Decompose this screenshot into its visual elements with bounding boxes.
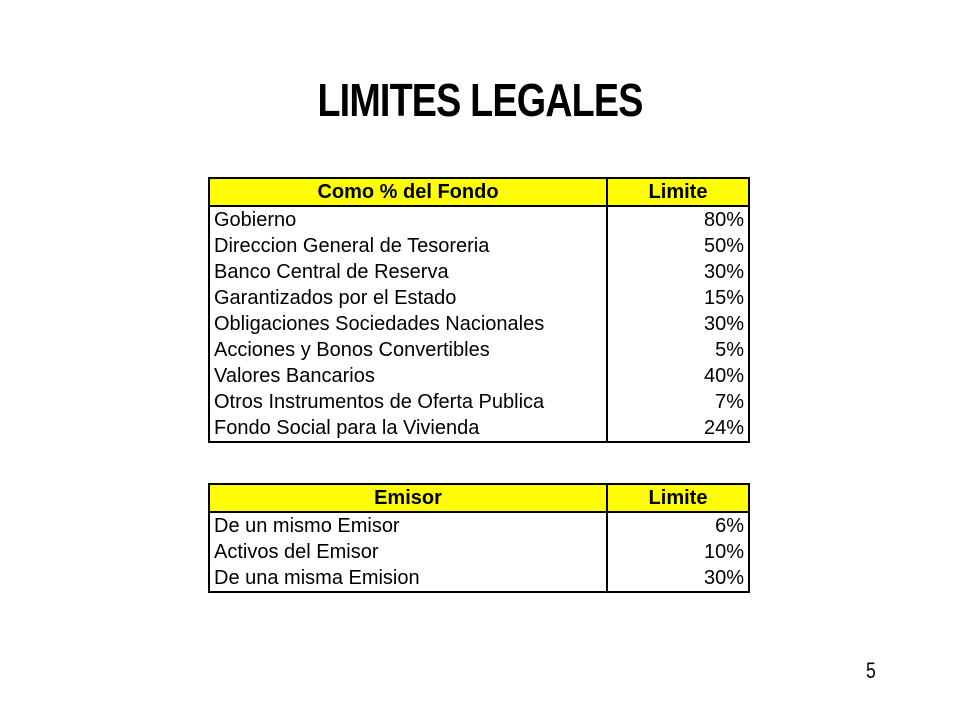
table-header-row	[209, 178, 749, 206]
row-label: Otros Instrumentos de Oferta Publica	[209, 389, 607, 415]
table-row	[209, 233, 749, 259]
row-value: 15%	[607, 285, 749, 311]
row-value: 6%	[607, 512, 749, 539]
row-label: Acciones y Bonos Convertibles	[209, 337, 607, 363]
row-label: Activos del Emisor	[209, 539, 607, 565]
row-label: De un mismo Emisor	[209, 512, 607, 539]
column-header-issuer: Emisor	[209, 484, 607, 512]
table-row	[209, 285, 749, 311]
row-label: Direccion General de Tesoreria	[209, 233, 607, 259]
table-row	[209, 565, 749, 592]
page-number: 5	[866, 658, 876, 683]
table-row	[209, 415, 749, 442]
table-row	[209, 512, 749, 539]
slide-title: LIMITES LEGALES	[317, 74, 643, 126]
row-label: Fondo Social para la Vivienda	[209, 415, 607, 442]
table-row	[209, 337, 749, 363]
column-header-limit: Limite	[607, 484, 749, 512]
row-value: 50%	[607, 233, 749, 259]
row-label: Gobierno	[209, 206, 607, 233]
table-row	[209, 363, 749, 389]
table-row	[209, 259, 749, 285]
row-value: 7%	[607, 389, 749, 415]
column-header-category: Como % del Fondo	[209, 178, 607, 206]
row-label: Garantizados por el Estado	[209, 285, 607, 311]
emisor-limits-table	[208, 483, 750, 593]
row-value: 10%	[607, 539, 749, 565]
table-row	[209, 389, 749, 415]
row-value: 5%	[607, 337, 749, 363]
fondo-limits-table	[208, 177, 750, 443]
row-value: 30%	[607, 259, 749, 285]
table-row	[209, 311, 749, 337]
row-label: Valores Bancarios	[209, 363, 607, 389]
table-row	[209, 206, 749, 233]
row-label: Obligaciones Sociedades Nacionales	[209, 311, 607, 337]
table-header-row	[209, 484, 749, 512]
table-row	[209, 539, 749, 565]
row-value: 30%	[607, 311, 749, 337]
row-value: 80%	[607, 206, 749, 233]
row-value: 24%	[607, 415, 749, 442]
row-label: De una misma Emision	[209, 565, 607, 592]
row-label: Banco Central de Reserva	[209, 259, 607, 285]
row-value: 40%	[607, 363, 749, 389]
row-value: 30%	[607, 565, 749, 592]
column-header-limit: Limite	[607, 178, 749, 206]
